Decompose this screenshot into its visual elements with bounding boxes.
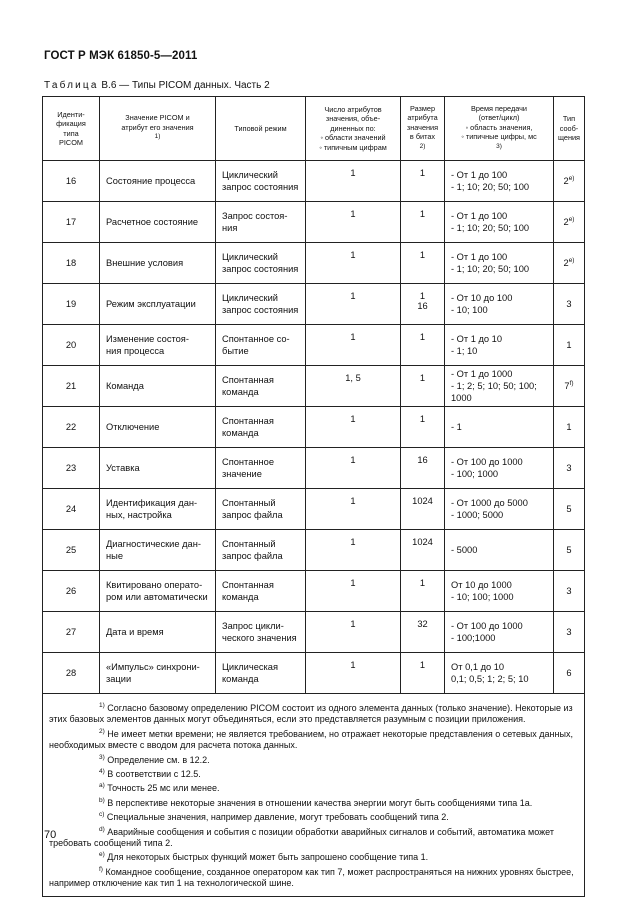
value-cell: Состояние процесса xyxy=(100,161,216,202)
value-cell: Режим эксплуатации xyxy=(100,284,216,325)
id-cell: 25 xyxy=(43,530,100,571)
id-cell: 20 xyxy=(43,325,100,366)
time-cell: - От 1 до 100 - 1; 10; 20; 50; 100 xyxy=(445,202,554,243)
count-cell: 1 xyxy=(306,407,401,448)
footnote-text: В соответствии с 12.5. xyxy=(104,769,201,780)
count-cell: 1 xyxy=(306,161,401,202)
size-cell: 1 16 xyxy=(401,284,445,325)
value-cell: Идентификация дан- ных, настройка xyxy=(100,489,216,530)
table-row xyxy=(43,407,585,448)
size-cell: 1024 xyxy=(401,530,445,571)
table-row xyxy=(43,448,585,489)
count-cell: 1, 5 xyxy=(306,366,401,407)
footnote-mark: a) xyxy=(99,782,105,790)
footnote-mark: e) xyxy=(99,851,105,859)
footnote xyxy=(49,700,578,726)
type-cell: 3 xyxy=(554,571,585,612)
size-cell: 32 xyxy=(401,612,445,653)
mode-cell: Спонтанная команда xyxy=(216,571,306,612)
footnote-text: В перспективе некоторые значения в отношении качества энергии могут быть сообщениями типа 1а. xyxy=(104,797,533,808)
table-row xyxy=(43,612,585,653)
time-cell: - От 10 до 100 - 10; 100 xyxy=(445,284,554,325)
footnote-text: Специальные значения, например давление, могут требовать сообщений типа 2. xyxy=(104,812,449,823)
footnote-text: Согласно базовому определению PICOM состоит из одного элемента данных (только значение). Некоторые из этих базовых элементов данных могут объединяться, если это представляется разумным с позиции приложения. xyxy=(49,703,573,725)
footnote-mark: f) xyxy=(99,865,103,873)
footnote xyxy=(49,780,578,794)
header-row xyxy=(43,97,585,161)
mode-cell: Запрос состоя- ния xyxy=(216,202,306,243)
type-cell: 3 xyxy=(554,284,585,325)
type-cell: 3 xyxy=(554,612,585,653)
time-cell: От 0,1 до 10 0,1; 0,5; 1; 2; 5; 10 xyxy=(445,653,554,694)
footnote-mark: d) xyxy=(99,825,105,833)
footnote-mark: c) xyxy=(99,811,105,819)
count-cell: 1 xyxy=(306,284,401,325)
time-cell: - 5000 xyxy=(445,530,554,571)
col-header-id: Иденти- фикация типа PICOM xyxy=(43,97,100,161)
id-cell: 28 xyxy=(43,653,100,694)
footnote xyxy=(49,752,578,766)
table-footnotes xyxy=(43,694,585,897)
value-cell: «Импульс» синхрони- зации xyxy=(100,653,216,694)
col-header-value: Значение PICOM и атрибут его значения $^{1)}$ xyxy=(100,97,216,161)
size-cell: 1 xyxy=(401,366,445,407)
table-row xyxy=(43,489,585,530)
footnote-mark: b) xyxy=(99,796,105,804)
type-cell: 1 xyxy=(554,407,585,448)
type-footnote-mark: e) xyxy=(568,257,575,265)
footnote-mark: 3) xyxy=(99,753,105,761)
size-cell: 1 xyxy=(401,653,445,694)
table-row xyxy=(43,571,585,612)
id-cell: 17 xyxy=(43,202,100,243)
size-cell: 1 xyxy=(401,571,445,612)
count-cell: 1 xyxy=(306,653,401,694)
mode-cell: Спонтанный запрос файла xyxy=(216,489,306,530)
size-cell: 16 xyxy=(401,448,445,489)
table-row xyxy=(43,284,585,325)
count-cell: 1 xyxy=(306,243,401,284)
mode-cell: Спонтанная команда xyxy=(216,407,306,448)
footnote-text: Не имеет метки времени; не является требованием, но отражает некоторые представления о сетевых данных, необходимых вместе с вводом для расчета потока данных. xyxy=(49,728,573,751)
type-cell: 3 xyxy=(554,448,585,489)
type-cell: 7$^{f)}$ xyxy=(554,366,585,407)
table-row xyxy=(43,653,585,694)
footnote xyxy=(49,726,578,752)
id-cell: 23 xyxy=(43,448,100,489)
table-row xyxy=(43,325,585,366)
time-cell: От 10 до 1000 - 10; 100; 1000 xyxy=(445,571,554,612)
value-cell: Диагностические дан- ные xyxy=(100,530,216,571)
value-cell: Внешние условия xyxy=(100,243,216,284)
caption-title: B.6 — Типы PICOM данных. Часть 2 xyxy=(98,80,270,91)
footnote-text: Командное сообщение, созданное оператором как тип 7, может распространяться на нижних уровнях быстрее, например отключение как тип 1 на технологической шине. xyxy=(49,866,574,889)
id-cell: 19 xyxy=(43,284,100,325)
size-cell: 1 xyxy=(401,202,445,243)
mode-cell: Циклический запрос состояния xyxy=(216,284,306,325)
time-cell: - 1 xyxy=(445,407,554,448)
time-cell: - От 1000 до 5000 - 1000; 5000 xyxy=(445,489,554,530)
type-footnote-mark: e) xyxy=(568,175,575,183)
id-cell: 26 xyxy=(43,571,100,612)
type-cell: 2$^{e)}$ xyxy=(554,202,585,243)
count-cell: 1 xyxy=(306,325,401,366)
mode-cell: Спонтанное со- бытие xyxy=(216,325,306,366)
standard-header: ГОСТ Р МЭК 61850-5—2011 xyxy=(44,50,198,62)
table-body xyxy=(43,161,585,694)
count-cell: 1 xyxy=(306,448,401,489)
type-cell: 1 xyxy=(554,325,585,366)
page-number: 70 xyxy=(44,829,57,841)
mode-cell: Спонтанная команда xyxy=(216,366,306,407)
footnote-mark: 1) xyxy=(99,702,105,709)
type-cell: 5 xyxy=(554,489,585,530)
type-cell: 5 xyxy=(554,530,585,571)
size-cell: 1 xyxy=(401,243,445,284)
footnote-mark: 4) xyxy=(99,768,105,776)
table-caption xyxy=(44,80,270,91)
mode-cell: Запрос цикли- ческого значения xyxy=(216,612,306,653)
count-cell: 1 xyxy=(306,571,401,612)
footnote-mark: 2) xyxy=(99,727,105,735)
col-header-time: Время передачи (ответ/цикл) ◦ область значения, ◦ типичные цифры, мс $^{3)}$ xyxy=(445,97,554,161)
type-cell: 6 xyxy=(554,653,585,694)
id-cell: 22 xyxy=(43,407,100,448)
time-cell: - От 1 до 100 - 1; 10; 20; 50; 100 xyxy=(445,243,554,284)
col-header-count: Число атрибутов значения, объе- диненных по: ◦ области значений ◦ типичным цифрам xyxy=(306,97,401,161)
mode-cell: Спонтанное значение xyxy=(216,448,306,489)
mode-cell: Циклический запрос состояния xyxy=(216,161,306,202)
footnote xyxy=(49,849,578,863)
footnote xyxy=(49,824,578,850)
mode-cell: Циклический запрос состояния xyxy=(216,243,306,284)
footnote xyxy=(49,864,578,890)
type-cell: 2$^{e)}$ xyxy=(554,243,585,284)
footnote xyxy=(49,766,578,780)
footnote-text: Для некоторых быстрых функций может быть запрошено сообщение типа 1. xyxy=(104,852,429,863)
id-cell: 21 xyxy=(43,366,100,407)
table-row xyxy=(43,530,585,571)
table-row xyxy=(43,161,585,202)
size-cell: 1 xyxy=(401,161,445,202)
picom-table xyxy=(42,96,585,897)
time-cell: - От 100 до 1000 - 100;1000 xyxy=(445,612,554,653)
mode-cell: Циклическая команда xyxy=(216,653,306,694)
count-cell: 1 xyxy=(306,530,401,571)
size-cell: 1 xyxy=(401,407,445,448)
size-cell: 1 xyxy=(401,325,445,366)
time-cell: - От 100 до 1000 - 100; 1000 xyxy=(445,448,554,489)
time-cell: - От 1 до 100 - 1; 10; 20; 50; 100 xyxy=(445,161,554,202)
mode-cell: Спонтанный запрос файла xyxy=(216,530,306,571)
caption-label: Таблица xyxy=(44,80,99,91)
table-row xyxy=(43,243,585,284)
col-header-mode: Типовой режим xyxy=(216,97,306,161)
type-footnote-mark: e) xyxy=(568,216,575,224)
col-header-type: Тип сооб- щения xyxy=(554,97,585,161)
col-header-size: Размер атрибута значения в битах $^{2)}$ xyxy=(401,97,445,161)
footnote xyxy=(49,809,578,823)
value-cell: Квитировано операто- ром или автоматически xyxy=(100,571,216,612)
time-cell: - От 1 до 1000 - 1; 2; 5; 10; 50; 100; 1000 xyxy=(445,366,554,407)
footnote-text: Точность 25 мс или менее. xyxy=(104,783,220,794)
count-cell: 1 xyxy=(306,612,401,653)
value-cell: Команда xyxy=(100,366,216,407)
id-cell: 18 xyxy=(43,243,100,284)
count-cell: 1 xyxy=(306,489,401,530)
value-cell: Изменение состоя- ния процесса xyxy=(100,325,216,366)
time-cell: - От 1 до 10 - 1; 10 xyxy=(445,325,554,366)
footnote xyxy=(49,795,578,809)
count-cell: 1 xyxy=(306,202,401,243)
value-cell: Расчетное состояние xyxy=(100,202,216,243)
value-cell: Дата и время xyxy=(100,612,216,653)
value-cell: Отключение xyxy=(100,407,216,448)
table-row xyxy=(43,202,585,243)
value-cell: Уставка xyxy=(100,448,216,489)
footnote-text: Определение см. в 12.2. xyxy=(104,754,210,765)
id-cell: 27 xyxy=(43,612,100,653)
table-row xyxy=(43,366,585,407)
size-cell: 1024 xyxy=(401,489,445,530)
id-cell: 16 xyxy=(43,161,100,202)
footnote-text: Аварийные сообщения и события с позиции обработки аварийных сигналов и событий, автоматика может требовать сообщений типа 2. xyxy=(49,826,554,849)
id-cell: 24 xyxy=(43,489,100,530)
notes-row xyxy=(43,694,585,897)
type-footnote-mark: f) xyxy=(569,380,574,388)
type-cell: 2$^{e)}$ xyxy=(554,161,585,202)
